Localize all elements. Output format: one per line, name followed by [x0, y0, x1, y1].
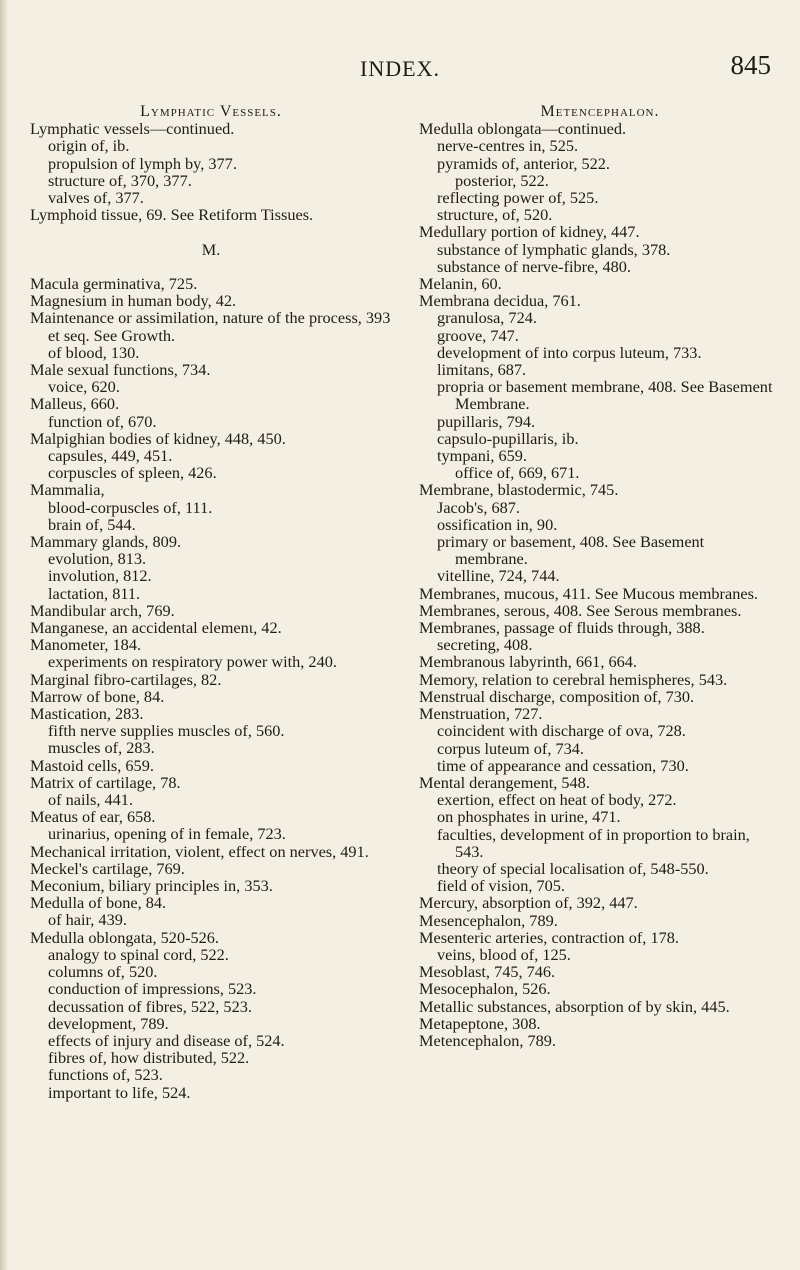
index-entry: Membrane, blastodermic, 745.	[419, 480, 619, 500]
index-entry: Malpighian bodies of kidney, 448, 450.	[30, 428, 286, 448]
left-column-heading: Lymphatic Vessels.	[140, 103, 282, 120]
index-entry: Medulla of bone, 84.	[30, 893, 167, 913]
index-entry: Mesencephalon, 789.	[419, 910, 558, 930]
page-number: 845	[730, 50, 771, 80]
index-entry: Mammary glands, 809.	[30, 532, 182, 552]
page-header	[0, 46, 800, 86]
index-entry: Mercury, absorption of, 392, 447.	[419, 893, 638, 913]
index-subentry: exertion, effect on heat of body, 272.	[437, 790, 677, 810]
blank-line	[30, 258, 392, 275]
index-entry: Magnesium in human body, 42.	[30, 291, 237, 311]
index-subentry: groove, 747.	[437, 325, 519, 345]
right-column-entries	[419, 120, 781, 1049]
index-subentry: pyramids of, anterior, 522.	[437, 153, 610, 173]
left-column	[30, 103, 392, 1101]
index-subentry: columns of, 520.	[48, 962, 158, 982]
index-subentry: reflecting power of, 525.	[437, 188, 599, 207]
index-entry: Membranes, serous, 408. See Serous membranes.	[419, 600, 742, 620]
index-entry: Menstrual discharge, composition of, 730.	[419, 686, 695, 706]
left-column-entries	[30, 120, 392, 1101]
index-subentry: capsules, 449, 451.	[48, 446, 173, 465]
index-subentry: fifth nerve supplies muscles of, 560.	[48, 721, 285, 741]
index-subentry: substance of lymphatic glands, 378.	[437, 239, 671, 259]
index-subentry: faculties, development of in proportion to brain, 543.	[437, 824, 750, 861]
index-entry: Mechanical irritation, violent, effect on nerves, 491.	[30, 841, 369, 861]
index-entry: Mammalia,	[30, 480, 105, 500]
index-subentry: effects of injury and disease of, 524.	[48, 1030, 285, 1050]
index-entry: Male sexual functions, 734.	[30, 359, 211, 379]
index-entry: Matrix of cartilage, 78.	[30, 772, 181, 792]
index-subentry: brain of, 544.	[48, 514, 136, 534]
index-subentry: corpuscles of spleen, 426.	[48, 463, 217, 483]
index-subentry: coincident with discharge of ova, 728.	[437, 721, 686, 741]
index-subentry: theory of special localisation of, 548-550.	[437, 858, 709, 878]
index-subentry: voice, 620.	[48, 377, 120, 397]
index-entry: Mesoblast, 745, 746.	[419, 962, 556, 982]
index-entry: Metencephalon, 789.	[419, 1030, 556, 1050]
index-subentry: blood-corpuscles of, 111.	[48, 497, 213, 517]
index-entry: Meconium, biliary principles in, 353.	[30, 876, 273, 896]
index-entry: Mesocephalon, 526.	[419, 979, 551, 999]
index-subentry: primary or basement, 408. See Basement membrane.	[437, 532, 705, 569]
index-subentry: origin of, ib.	[48, 136, 130, 156]
index-subentry: urinarius, opening of in female, 723.	[48, 824, 286, 844]
index-subentry: secreting, 408.	[437, 635, 533, 655]
index-subentry: field of vision, 705.	[437, 876, 565, 896]
index-subentry: vitelline, 724, 744.	[437, 566, 560, 586]
index-subentry: development, 789.	[48, 1013, 169, 1033]
index-subentry: important to life, 524.	[48, 1082, 191, 1102]
index-subentry: conduction of impressions, 523.	[48, 979, 257, 999]
index-entry: Mental derangement, 548.	[419, 772, 590, 792]
index-entry: Manganese, an accidental elemenι, 42.	[30, 618, 282, 638]
index-subentry: nerve-centres in, 525.	[437, 136, 579, 156]
index-entry: Meckel's cartilage, 769.	[30, 858, 185, 878]
index-entry: Marginal fibro-cartilages, 82.	[30, 669, 222, 689]
index-entry: Metallic substances, absorption of by skin, 445.	[419, 996, 730, 1016]
index-subentry: fibres of, how distributed, 522.	[48, 1048, 250, 1068]
index-entry: Lymphatic vessels—continued.	[30, 119, 235, 139]
index-subentry: posterior, 522.	[455, 170, 549, 190]
index-entry: Maintenance or assimilation, nature of the process, 393 et seq. See Growth.	[30, 308, 391, 345]
index-entry: Manometer, 184.	[30, 635, 142, 655]
section-letter: M.	[201, 239, 221, 259]
index-subentry: of nails, 441.	[48, 790, 134, 810]
index-subentry: analogy to spinal cord, 522.	[48, 944, 229, 964]
index-subentry: veins, blood of, 125.	[437, 944, 571, 964]
index-subentry: ossification in, 90.	[437, 514, 558, 534]
index-entry: Lymphoid tissue, 69. See Retiform Tissues.	[30, 205, 314, 225]
index-entry: Mastoid cells, 659.	[30, 755, 154, 775]
index-entry: Mastication, 283.	[30, 704, 144, 724]
index-subentry: of hair, 439.	[48, 910, 127, 930]
index-subentry: development of into corpus luteum, 733.	[437, 342, 702, 362]
index-subentry: office of, 669, 671.	[455, 463, 580, 483]
index-subentry: granulosa, 724.	[437, 308, 537, 328]
index-subentry: substance of nerve-fibre, 480.	[437, 256, 631, 276]
right-column	[419, 103, 781, 1049]
right-column-heading: Metencephalon.	[540, 103, 660, 120]
index-entry: Malleus, 660.	[30, 394, 120, 414]
index-entry: Mesenteric arteries, contraction of, 178.	[419, 927, 679, 947]
index-subentry: functions of, 523.	[48, 1065, 163, 1085]
index-entry: Medulla oblongata, 520-526.	[30, 927, 220, 947]
index-subentry: propulsion of lymph by, 377.	[48, 153, 237, 173]
index-entry: Membrana decidua, 761.	[419, 291, 581, 311]
index-subentry: function of, 670.	[48, 411, 157, 431]
index-entry: Membranous labyrinth, 661, 664.	[419, 652, 637, 672]
index-entry: Membranes, mucous, 411. See Mucous membranes.	[419, 583, 758, 603]
blank-line	[30, 223, 392, 240]
index-subentry: tympani, 659.	[437, 446, 527, 466]
index-entry: Macula germinativa, 725.	[30, 273, 198, 293]
index-entry: Menstruation, 727.	[419, 704, 543, 724]
index-subentry: decussation of fibres, 522, 523.	[48, 996, 252, 1016]
index-entry: Mandibular arch, 769.	[30, 600, 175, 620]
index-subentry: propria or basement membrane, 408. See Basement Membrane.	[437, 377, 773, 414]
index-subentry: valves of, 377.	[48, 188, 144, 207]
header-title: INDEX.	[360, 56, 440, 81]
index-entry: Memory, relation to cerebral hemispheres, 543.	[419, 669, 728, 689]
index-subentry: muscles of, 283.	[48, 738, 155, 758]
page-edge-shadow	[0, 0, 8, 1270]
index-subentry: time of appearance and cessation, 730.	[437, 755, 689, 775]
index-entry: Meatus of ear, 658.	[30, 807, 156, 827]
index-subentry: lactation, 811.	[48, 583, 141, 603]
index-subentry: evolution, 813.	[48, 549, 147, 569]
index-subentry: Jacob's, 687.	[437, 497, 520, 517]
index-subentry: experiments on respiratory power with, 240.	[48, 652, 337, 672]
index-entry: Melanin, 60.	[419, 274, 502, 294]
index-subentry: limitans, 687.	[437, 360, 527, 380]
index-entry: Medullary portion of kidney, 447.	[419, 222, 640, 242]
index-subentry: structure, of, 520.	[437, 205, 553, 225]
index-entry: Metapeptone, 308.	[419, 1013, 541, 1033]
index-entry: Marrow of bone, 84.	[30, 686, 165, 706]
index-subentry: corpus luteum of, 734.	[437, 738, 584, 758]
index-subentry: of blood, 130.	[48, 342, 140, 362]
index-entry: Membranes, passage of fluids through, 388.	[419, 618, 705, 638]
index-subentry: involution, 812.	[48, 566, 152, 586]
index-subentry: capsulo-pupillaris, ib.	[437, 428, 579, 448]
index-subentry: structure of, 370, 377.	[48, 170, 192, 190]
index-subentry: pupillaris, 794.	[437, 411, 536, 431]
index-subentry: on phosphates in urine, 471.	[437, 807, 621, 827]
index-entry: Medulla oblongata—continued.	[419, 119, 627, 139]
